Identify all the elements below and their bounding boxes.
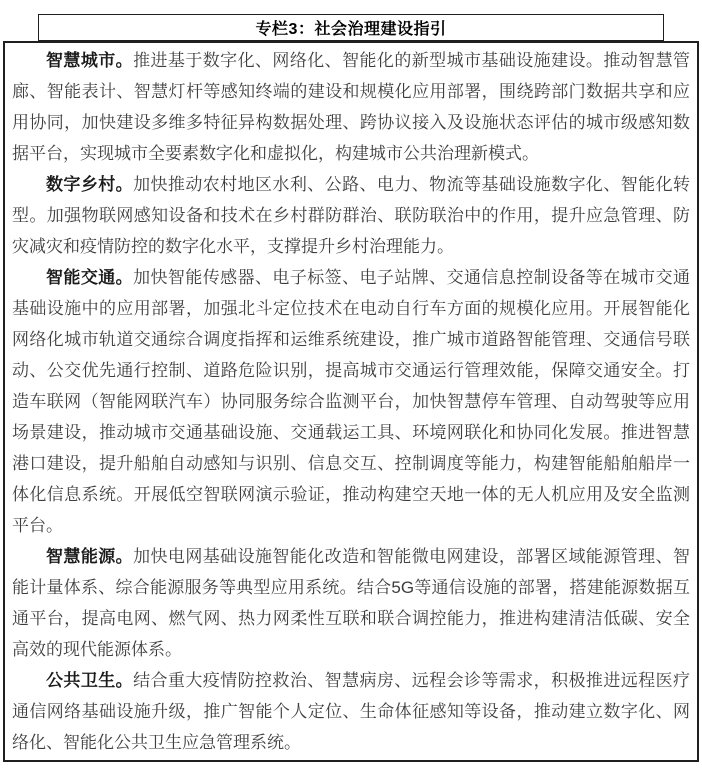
paragraph-text-smart-energy: 加快电网基础设施智能化改造和智能微电网建设，部署区域能源管理、智能计量体系、综合能源服务等典型应用系统。结合5G等通信设施的部署，搭建能源数据互通平台，提高电网、燃气网、热力网柔性互联和联合调控能力，推进构建清洁低碳、安全高效的现代能源体系。 <box>12 547 691 659</box>
paragraph-lead-public-health: 公共卫生。 <box>46 671 134 690</box>
panel-title-box <box>38 14 664 41</box>
paragraph-text-public-health: 结合重大疫情防控救治、智慧病房、远程会诊等需求，积极推进远程医疗通信网络基础设施升级，推广智能个人定位、生命体征感知等设备，推动建立数字化、网络化、智能化公共卫生应急管理系统。 <box>12 671 691 752</box>
paragraph-digital-village <box>12 169 690 262</box>
paragraph-smart-city <box>12 45 690 169</box>
paragraph-public-health <box>12 665 690 758</box>
paragraph-intelligent-transport <box>12 262 690 541</box>
paragraph-smart-energy <box>12 541 690 665</box>
paragraph-text-smart-city: 推进基于数字化、网络化、智能化的新型城市基础设施建设。推动智慧管廊、智能表计、智慧灯杆等感知终端的建设和规模化应用部署，围绕跨部门数据共享和应用协同，加快建设多维多特征异构数据处理、跨协议接入及设施状态评估的城市级感知数据平台，实现城市全要素数字化和虚拟化，构建城市公共治理新模式。 <box>12 51 691 163</box>
paragraph-lead-smart-energy: 智慧能源。 <box>46 547 134 566</box>
paragraph-text-intelligent-transport: 加快智能传感器、电子标签、电子站牌、交通信息控制设备等在城市交通基础设施中的应用部署，加强北斗定位技术在电动自行车方面的规模化应用。开展智能化网络化城市轨道交通综合调度指挥和运维系统建设，推广城市道路智能管理、交通信号联动、公交优先通行控制、道路危险识别，提高城市交通运行管理效能，保障交通安全。打造车联网（智能网联汽车）协同服务综合监测平台，加快智慧停车管理、自动驾驶等应用场景建设，推动城市交通基础设施、交通载运工具、环境网联化和协同化发展。推进智慧港口建设，提升船舶自动感知与识别、信息交互、控制调度等能力，构建智能船舶船岸一体化信息系统。开展低空智联网演示验证，推动构建空天地一体的无人机应用及安全监测平台。 <box>12 268 691 535</box>
panel-body-box <box>3 41 699 762</box>
panel-title: 专栏3：社会治理建设指引 <box>255 21 447 38</box>
paragraph-lead-intelligent-transport: 智能交通。 <box>46 268 134 287</box>
paragraph-lead-digital-village: 数字乡村。 <box>46 175 134 194</box>
paragraph-lead-smart-city: 智慧城市。 <box>46 51 134 70</box>
paragraph-text-digital-village: 加快推动农村地区水利、公路、电力、物流等基础设施数字化、智能化转型。加强物联网感知设备和技术在乡村群防群治、联防联治中的作用，提升应急管理、防灾减灾和疫情防控的数字化水平，支撑提升乡村治理能力。 <box>12 175 691 256</box>
